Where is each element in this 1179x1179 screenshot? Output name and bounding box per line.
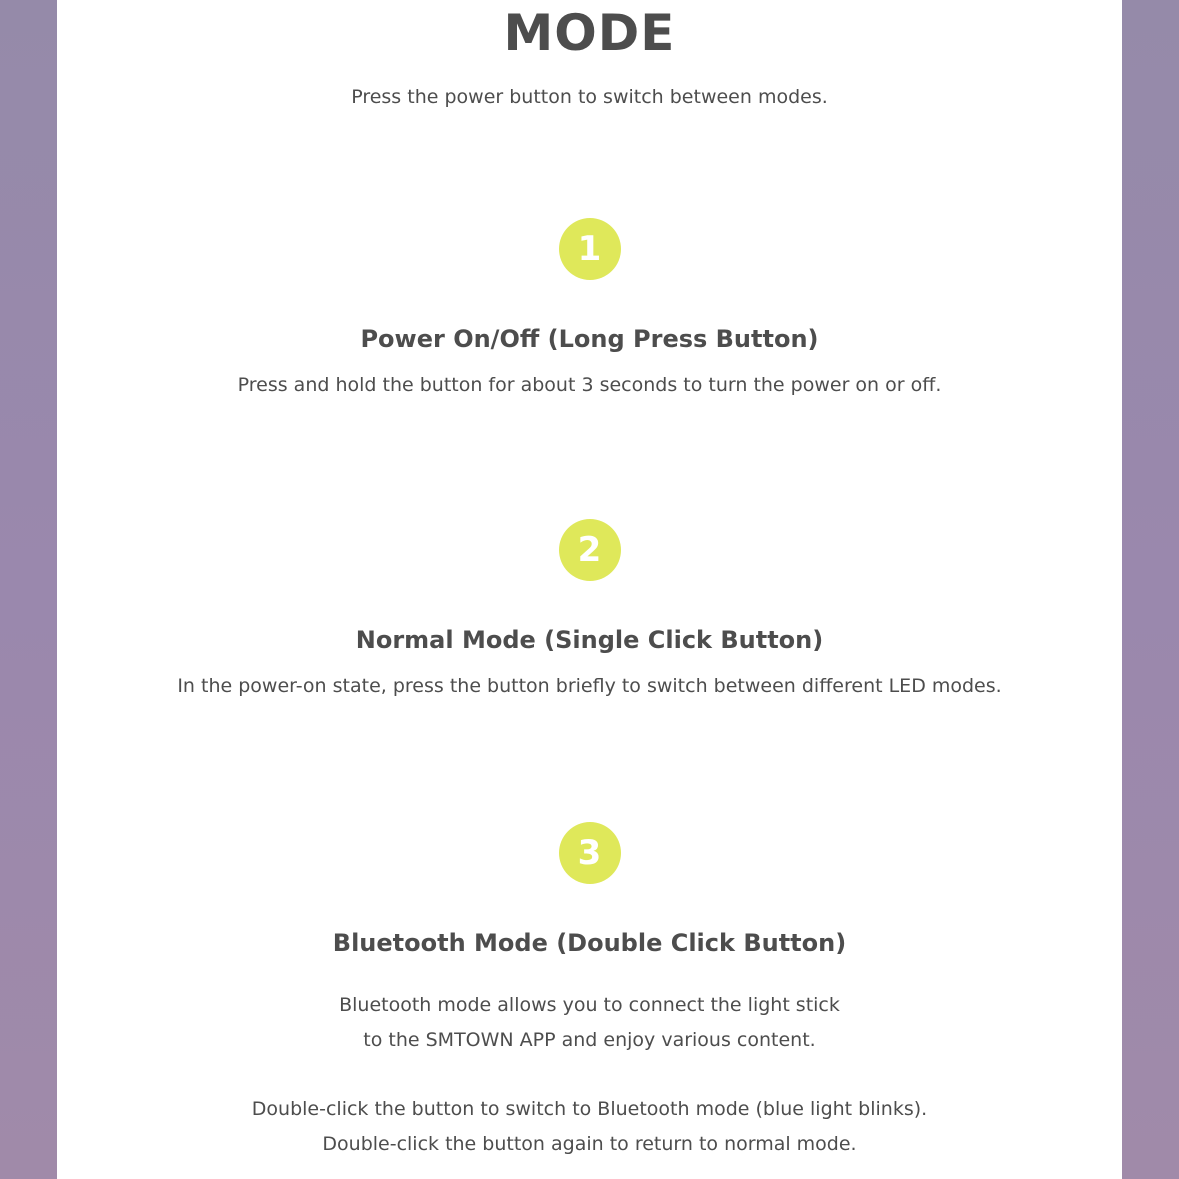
step-number-badge: 3 [559, 822, 621, 884]
paragraph-gap [57, 1058, 1122, 1092]
step-description: Press and hold the button for about 3 seconds to turn the power on or off. [237, 374, 942, 396]
page-title: MODE [503, 4, 676, 62]
step-description [57, 988, 1122, 1162]
step-normal-mode [57, 519, 1122, 699]
description-line: Bluetooth mode allows you to connect the light stick [339, 994, 840, 1016]
step-number-badge: 1 [559, 218, 621, 280]
step-title: Bluetooth Mode (Double Click Button) [332, 929, 847, 957]
description-line: Double-click the button to switch to Bluetooth mode (blue light blinks). [251, 1098, 928, 1120]
description-line: Double-click the button again to return to normal mode. [322, 1133, 857, 1155]
page-subtitle: Press the power button to switch between modes. [351, 86, 828, 108]
step-power [57, 218, 1122, 398]
step-description: In the power-on state, press the button briefly to switch between different LED modes. [177, 675, 1002, 697]
content-panel [57, 0, 1122, 1179]
step-title: Power On/Off (Long Press Button) [360, 325, 819, 353]
description-line: to the SMTOWN APP and enjoy various content. [363, 1029, 816, 1051]
step-bluetooth-mode [57, 822, 1122, 1162]
step-number-badge: 2 [559, 519, 621, 581]
step-title: Normal Mode (Single Click Button) [355, 626, 824, 654]
